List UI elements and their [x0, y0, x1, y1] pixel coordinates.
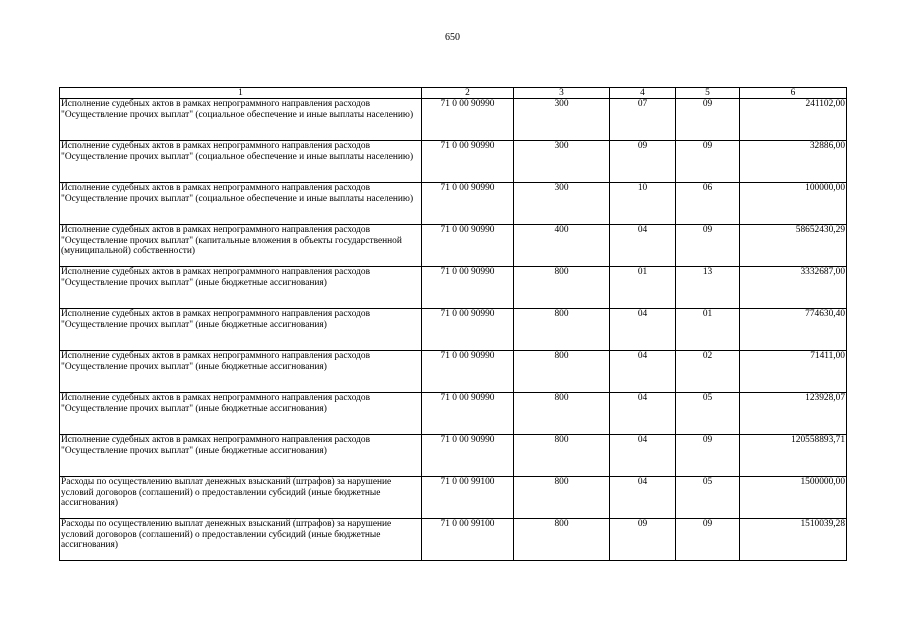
row-type-cell: 800: [514, 435, 610, 477]
row-name-cell: Исполнение судебных актов в рамках непрограммного направления расходов "Осуществление прочих выплат" (иные бюджетные ассигнования): [60, 435, 422, 477]
row-subsection-cell: 09: [676, 99, 740, 141]
table-body: [60, 99, 847, 561]
row-code-cell: 71 0 00 99100: [422, 519, 514, 561]
budget-table: [59, 87, 847, 561]
row-amount-cell: 32886,00: [740, 141, 847, 183]
row-amount-cell: 241102,00: [740, 99, 847, 141]
row-amount-cell: 1500000,00: [740, 477, 847, 519]
row-type-cell: 800: [514, 267, 610, 309]
column-header: 5: [676, 88, 740, 99]
row-section-cell: 04: [610, 477, 676, 519]
table-row: [60, 351, 847, 393]
row-name-cell: Исполнение судебных актов в рамках непрограммного направления расходов "Осуществление прочих выплат" (социальное обеспечение и иные выплаты населению): [60, 141, 422, 183]
row-code-cell: 71 0 00 90990: [422, 351, 514, 393]
row-section-cell: 10: [610, 183, 676, 225]
row-name-cell: Исполнение судебных актов в рамках непрограммного направления расходов "Осуществление прочих выплат" (социальное обеспечение и иные выплаты населению): [60, 99, 422, 141]
column-header: 1: [60, 88, 422, 99]
row-amount-cell: 100000,00: [740, 183, 847, 225]
row-section-cell: 07: [610, 99, 676, 141]
row-code-cell: 71 0 00 90990: [422, 435, 514, 477]
row-type-cell: 800: [514, 393, 610, 435]
row-type-cell: 800: [514, 309, 610, 351]
row-code-cell: 71 0 00 90990: [422, 393, 514, 435]
row-type-cell: 800: [514, 519, 610, 561]
row-section-cell: 09: [610, 141, 676, 183]
row-code-cell: 71 0 00 90990: [422, 141, 514, 183]
row-name-cell: Исполнение судебных актов в рамках непрограммного направления расходов "Осуществление прочих выплат" (иные бюджетные ассигнования): [60, 393, 422, 435]
row-section-cell: 04: [610, 225, 676, 267]
table-row: [60, 141, 847, 183]
row-subsection-cell: 01: [676, 309, 740, 351]
column-header: 2: [422, 88, 514, 99]
row-name-cell: Расходы по осуществлению выплат денежных взысканий (штрафов) за нарушение условий договоров (соглашений) о предоставлении субсидий (иные бюджетные ассигнования): [60, 519, 422, 561]
page-number: 650: [445, 32, 460, 43]
row-code-cell: 71 0 00 90990: [422, 225, 514, 267]
row-name-cell: Исполнение судебных актов в рамках непрограммного направления расходов "Осуществление прочих выплат" (иные бюджетные ассигнования): [60, 267, 422, 309]
table-row: [60, 393, 847, 435]
table-row: [60, 309, 847, 351]
row-code-cell: 71 0 00 90990: [422, 267, 514, 309]
row-subsection-cell: 06: [676, 183, 740, 225]
table-row: [60, 477, 847, 519]
row-code-cell: 71 0 00 90990: [422, 309, 514, 351]
row-amount-cell: 58652430,29: [740, 225, 847, 267]
row-code-cell: 71 0 00 90990: [422, 183, 514, 225]
row-amount-cell: 120558893,71: [740, 435, 847, 477]
row-subsection-cell: 09: [676, 225, 740, 267]
table-row: [60, 519, 847, 561]
row-section-cell: 01: [610, 267, 676, 309]
row-section-cell: 04: [610, 351, 676, 393]
column-header: 3: [514, 88, 610, 99]
row-name-cell: Исполнение судебных актов в рамках непрограммного направления расходов "Осуществление прочих выплат" (иные бюджетные ассигнования): [60, 351, 422, 393]
row-subsection-cell: 09: [676, 519, 740, 561]
row-type-cell: 300: [514, 141, 610, 183]
row-code-cell: 71 0 00 90990: [422, 99, 514, 141]
row-subsection-cell: 09: [676, 141, 740, 183]
row-amount-cell: 1510039,28: [740, 519, 847, 561]
row-amount-cell: 123928,07: [740, 393, 847, 435]
row-subsection-cell: 13: [676, 267, 740, 309]
row-name-cell: Исполнение судебных актов в рамках непрограммного направления расходов "Осуществление прочих выплат" (социальное обеспечение и иные выплаты населению): [60, 183, 422, 225]
row-subsection-cell: 05: [676, 393, 740, 435]
table-row: [60, 435, 847, 477]
row-type-cell: 800: [514, 477, 610, 519]
row-amount-cell: 774630,40: [740, 309, 847, 351]
row-amount-cell: 71411,00: [740, 351, 847, 393]
row-type-cell: 300: [514, 99, 610, 141]
row-type-cell: 300: [514, 183, 610, 225]
column-header: 4: [610, 88, 676, 99]
row-name-cell: Расходы по осуществлению выплат денежных взысканий (штрафов) за нарушение условий договоров (соглашений) о предоставлении субсидий (иные бюджетные ассигнования): [60, 477, 422, 519]
table-row: [60, 183, 847, 225]
row-amount-cell: 3332687,00: [740, 267, 847, 309]
row-subsection-cell: 05: [676, 477, 740, 519]
row-name-cell: Исполнение судебных актов в рамках непрограммного направления расходов "Осуществление прочих выплат" (капитальные вложения в объекты государственной (муниципальной) собственности): [60, 225, 422, 267]
row-section-cell: 04: [610, 393, 676, 435]
table-row: [60, 99, 847, 141]
row-section-cell: 09: [610, 519, 676, 561]
table-row: [60, 225, 847, 267]
row-type-cell: 800: [514, 351, 610, 393]
row-section-cell: 04: [610, 435, 676, 477]
row-type-cell: 400: [514, 225, 610, 267]
table-row: [60, 267, 847, 309]
row-code-cell: 71 0 00 99100: [422, 477, 514, 519]
header-row: [60, 88, 847, 99]
row-subsection-cell: 09: [676, 435, 740, 477]
row-section-cell: 04: [610, 309, 676, 351]
column-header: 6: [740, 88, 847, 99]
row-subsection-cell: 02: [676, 351, 740, 393]
row-name-cell: Исполнение судебных актов в рамках непрограммного направления расходов "Осуществление прочих выплат" (иные бюджетные ассигнования): [60, 309, 422, 351]
